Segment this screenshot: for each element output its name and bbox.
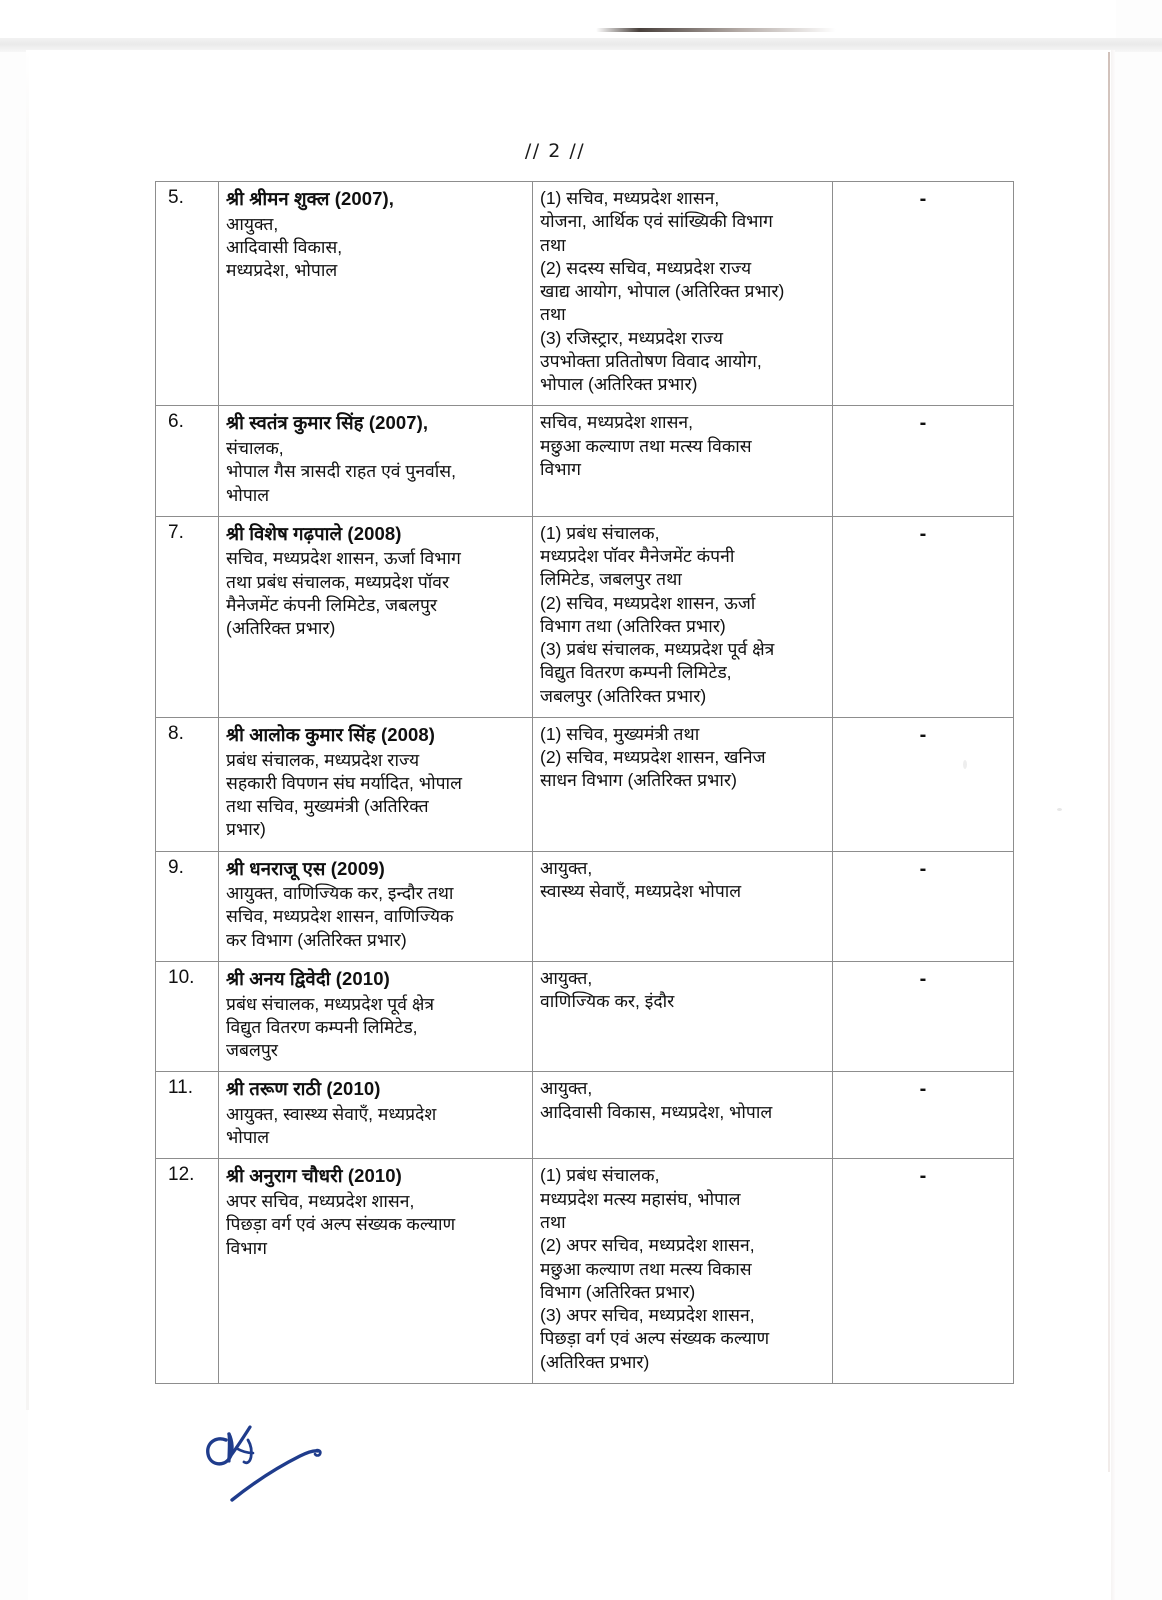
scan-speck <box>1057 808 1062 811</box>
table-row <box>156 1072 1014 1159</box>
table-row <box>156 516 1014 717</box>
row-serial-number: 7. <box>156 516 219 717</box>
officer-name-line: सचिव, मध्यप्रदेश शासन, वाणिज्यिक <box>226 906 454 927</box>
remark-cell: - <box>833 961 1014 1071</box>
remark-cell: - <box>833 851 1014 961</box>
posting-detail-line: विद्युत वितरण कम्पनी लिमिटेड, <box>540 662 732 683</box>
officer-posting-table <box>155 181 1014 1384</box>
posting-details-cell <box>533 717 833 851</box>
table-row <box>156 961 1014 1071</box>
officer-name-line: भोपाल <box>226 1127 270 1148</box>
posting-detail-line: स्वास्थ्य सेवाएँ, मध्यप्रदेश भोपाल <box>540 880 742 901</box>
posting-detail-line: (1) सचिव, मुख्यमंत्री तथा <box>540 723 700 744</box>
row-serial-number: 11. <box>156 1072 219 1159</box>
officer-name-line: प्रबंध संचालक, मध्यप्रदेश पूर्व क्षेत्र <box>226 993 435 1014</box>
posting-detail-line: विभाग (अतिरिक्त प्रभार) <box>540 1281 696 1302</box>
table-body <box>156 182 1014 1384</box>
paper-right-edge-highlight <box>1111 50 1115 1600</box>
officer-name-title: श्री अनुराग चौधरी (2010) <box>226 1165 402 1187</box>
table-row <box>156 1159 1014 1383</box>
officer-name-line: प्रभार) <box>226 819 266 840</box>
posting-details-cell <box>533 1159 833 1383</box>
officer-name-line: (अतिरिक्त प्रभार) <box>226 618 336 639</box>
posting-detail-line: विभाग <box>540 458 581 479</box>
posting-detail-line: मछुआ कल्याण तथा मत्स्य विकास <box>540 435 752 456</box>
posting-details-cell <box>533 961 833 1071</box>
posting-detail-line: (अतिरिक्त प्रभार) <box>540 1351 650 1372</box>
row-serial-number: 6. <box>156 406 219 516</box>
table-row <box>156 406 1014 516</box>
table-row <box>156 717 1014 851</box>
officer-name-title: श्री धनराजू एस (2009) <box>226 857 385 879</box>
officer-name-line: तथा प्रबंध संचालक, मध्यप्रदेश पॉवर <box>226 571 450 592</box>
officer-name-line: सहकारी विपणन संघ मर्यादित, भोपाल <box>226 772 462 793</box>
posting-detail-line: आयुक्त, <box>540 857 593 878</box>
officer-name-line: जबलपुर <box>226 1040 278 1061</box>
remark-cell: - <box>833 406 1014 516</box>
handwritten-signature <box>196 1418 356 1528</box>
row-serial-number: 12. <box>156 1159 219 1383</box>
officer-name-line: आयुक्त, वाणिज्यिक कर, इन्दौर तथा <box>226 883 454 904</box>
officer-name-title: श्री स्वतंत्र कुमार सिंह (2007), <box>226 412 429 434</box>
officer-name-line: सचिव, मध्यप्रदेश शासन, ऊर्जा विभाग <box>226 548 461 569</box>
officer-name-cell <box>219 717 533 851</box>
officer-name-title: श्री श्रीमन शुक्ल (2007), <box>226 188 395 209</box>
posting-details-cell <box>533 516 833 717</box>
officer-name-line: अपर सचिव, मध्यप्रदेश शासन, <box>226 1191 415 1212</box>
officer-name-line: संचालक, <box>226 437 284 458</box>
posting-detail-line: भोपाल (अतिरिक्त प्रभार) <box>540 374 698 395</box>
posting-detail-line: योजना, आर्थिक एवं सांख्यिकी विभाग <box>540 211 773 232</box>
remark-cell: - <box>833 182 1014 406</box>
posting-details-cell <box>533 182 833 406</box>
posting-detail-line: तथा <box>540 234 566 255</box>
posting-detail-line: (3) रजिस्ट्रार, मध्यप्रदेश राज्य <box>540 327 724 348</box>
officer-name-title: श्री तरूण राठी (2010) <box>226 1078 381 1100</box>
officer-name-cell <box>219 961 533 1071</box>
posting-detail-line: वाणिज्यिक कर, इंदौर <box>540 991 675 1012</box>
posting-detail-line: (2) अपर सचिव, मध्यप्रदेश शासन, <box>540 1235 755 1256</box>
officer-name-title: श्री आलोक कुमार सिंह (2008) <box>226 723 436 745</box>
posting-detail-line: (2) सचिव, मध्यप्रदेश शासन, ऊर्जा <box>540 592 756 613</box>
table-row <box>156 182 1014 406</box>
officer-name-line: मैनेजमेंट कंपनी लिमिटेड, जबलपुर <box>226 594 438 615</box>
row-serial-number: 9. <box>156 851 219 961</box>
officer-name-cell <box>219 516 533 717</box>
remark-cell: - <box>833 1072 1014 1159</box>
paper-right-edge <box>1108 52 1110 1472</box>
posting-detail-line: (2) सदस्य सचिव, मध्यप्रदेश राज्य <box>540 257 752 278</box>
row-serial-number: 5. <box>156 182 219 406</box>
posting-detail-line: विभाग तथा (अतिरिक्त प्रभार) <box>540 615 726 636</box>
posting-detail-line: तथा <box>540 304 566 325</box>
posting-detail-line: आयुक्त, <box>540 967 593 988</box>
posting-detail-line: (1) प्रबंध संचालक, <box>540 522 660 543</box>
officer-name-line: प्रबंध संचालक, मध्यप्रदेश राज्य <box>226 749 420 770</box>
officer-name-cell <box>219 182 533 406</box>
officer-name-line: विद्युत वितरण कम्पनी लिमिटेड, <box>226 1016 418 1037</box>
officer-name-title: श्री अनय द्विवेदी (2010) <box>226 967 390 989</box>
officer-name-line: आदिवासी विकास, <box>226 236 343 257</box>
posting-detail-line: तथा <box>540 1212 566 1232</box>
officer-name-line: भोपाल गैस त्रासदी राहत एवं पुनर्वास, <box>226 461 456 482</box>
posting-detail-line: (1) सचिव, मध्यप्रदेश शासन, <box>540 188 720 208</box>
remark-cell: - <box>833 516 1014 717</box>
paper-left-edge <box>26 50 29 1410</box>
posting-detail-line: (3) प्रबंध संचालक, मध्यप्रदेश पूर्व क्षेत्र <box>540 639 775 660</box>
posting-detail-line: (2) सचिव, मध्यप्रदेश शासन, खनिज <box>540 747 766 768</box>
paper-top-nick <box>596 28 836 32</box>
officer-name-line: पिछड़ा वर्ग एवं अल्प संख्यक कल्याण <box>226 1214 456 1235</box>
posting-detail-line: (3) अपर सचिव, मध्यप्रदेश शासन, <box>540 1305 755 1326</box>
officer-name-cell <box>219 406 533 516</box>
posting-detail-line: खाद्य आयोग, भोपाल (अतिरिक्त प्रभार) <box>540 281 785 302</box>
posting-detail-line: पिछड़ा वर्ग एवं अल्प संख्यक कल्याण <box>540 1328 770 1349</box>
posting-detail-line: मछुआ कल्याण तथा मत्स्य विकास <box>540 1258 752 1279</box>
posting-details-cell <box>533 851 833 961</box>
posting-detail-line: उपभोक्ता प्रतितोषण विवाद आयोग, <box>540 350 762 371</box>
page-number-marker: // 2 // <box>524 140 586 162</box>
row-serial-number: 8. <box>156 717 219 851</box>
posting-detail-line: साधन विभाग (अतिरिक्त प्रभार) <box>540 770 737 791</box>
officer-name-cell <box>219 1159 533 1383</box>
posting-details-cell <box>533 1072 833 1159</box>
posting-detail-line: आदिवासी विकास, मध्यप्रदेश, भोपाल <box>540 1101 773 1122</box>
posting-detail-line: सचिव, मध्यप्रदेश शासन, <box>540 412 693 433</box>
officer-name-title: श्री विशेष गढ़पाले (2008) <box>226 522 402 544</box>
previous-page-edge <box>0 0 1116 38</box>
officer-name-line: विभाग <box>226 1237 267 1258</box>
signature-ink-icon <box>196 1418 356 1528</box>
officer-name-line: आयुक्त, <box>226 213 279 234</box>
posting-detail-line: लिमिटेड, जबलपुर तथा <box>540 569 682 590</box>
officer-name-line: तथा सचिव, मुख्यमंत्री (अतिरिक्त <box>226 796 429 817</box>
posting-details-cell <box>533 406 833 516</box>
table-row <box>156 851 1014 961</box>
posting-detail-line: मध्यप्रदेश मत्स्य महासंघ, भोपाल <box>540 1188 741 1209</box>
officer-name-line: भोपाल <box>226 484 270 505</box>
officer-name-cell <box>219 851 533 961</box>
posting-detail-line: जबलपुर (अतिरिक्त प्रभार) <box>540 685 707 706</box>
officer-name-cell <box>219 1072 533 1159</box>
officer-name-line: कर विभाग (अतिरिक्त प्रभार) <box>226 929 407 950</box>
officer-name-line: आयुक्त, स्वास्थ्य सेवाएँ, मध्यप्रदेश <box>226 1103 437 1124</box>
posting-detail-line: आयुक्त, <box>540 1078 593 1099</box>
remark-cell: - <box>833 717 1014 851</box>
posting-detail-line: (1) प्रबंध संचालक, <box>540 1165 660 1186</box>
officer-name-line: मध्यप्रदेश, भोपाल <box>226 260 338 281</box>
row-serial-number: 10. <box>156 961 219 1071</box>
posting-detail-line: मध्यप्रदेश पॉवर मैनेजमेंट कंपनी <box>540 546 735 567</box>
remark-cell: - <box>833 1159 1014 1383</box>
